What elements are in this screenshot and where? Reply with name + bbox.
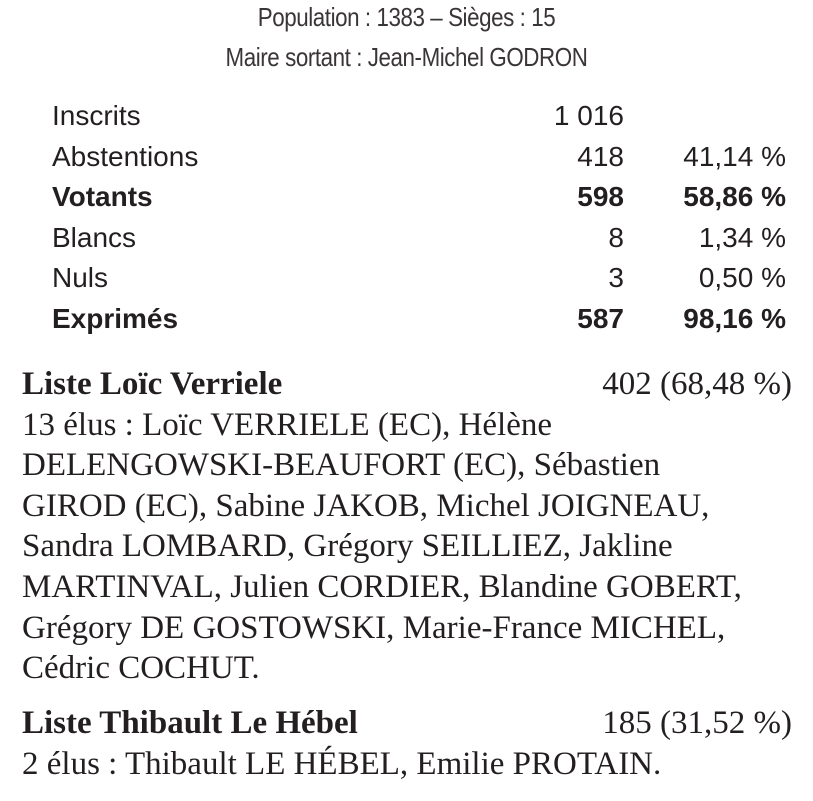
elected-line: MARTINVAL, Julien CORDIER, Blandine GOBERT, [22,568,742,605]
elected-line: Sandra LOMBARD, Grégory SEILLIEZ, Jakline [22,528,673,565]
population-seats-line: Population : 1383 – Sièges : 15 [257,2,556,32]
stat-label: Nuls [52,262,109,293]
outgoing-mayor-line: Maire sortant : Jean-Michel GODRON [225,42,588,72]
results-summary-table [52,96,792,339]
stat-label: Blancs [52,221,137,253]
list-result-le-hebel [22,703,792,784]
elected-line: Cédric COCHUT. [22,650,260,687]
stat-row-exprimes [52,299,792,340]
list-vote-result: 185 (31,52 %) [602,705,792,741]
elected-line: GIROD (EC), Sabine JAKOB, Michel JOIGNEAU, [22,487,710,524]
list-name: Liste Thibault Le Hébel [22,705,358,741]
stat-row-abstentions [52,137,792,178]
stat-row-votants [52,177,792,218]
stat-count: 3 [608,262,624,293]
list-result-verriele [22,364,792,689]
stat-count: 8 [608,221,624,253]
stat-count: 587 [577,302,624,334]
stat-percent: 0,50 % [698,262,786,293]
list-header [22,364,792,405]
elected-members-text [22,744,792,785]
elected-line: DELENGOWSKI-BEAUFORT (EC), Sébastien [22,447,661,484]
stat-percent: 1,34 % [698,221,786,253]
elected-members-text [22,405,792,689]
elected-line: 2 élus : Thibault LE HÉBEL, Emilie PROTAIN. [22,745,662,782]
stat-label: Inscrits [52,100,141,131]
list-header [22,703,792,744]
stat-row-nuls [52,258,792,299]
stat-row-inscrits [52,96,792,137]
stat-percent: 98,16 % [683,302,786,334]
elected-line: 13 élus : Loïc VERRIELE (EC), Hélène [22,406,553,443]
stat-percent: 58,86 % [683,181,786,212]
stat-count: 418 [577,140,624,172]
list-name: Liste Loïc Verriele [22,366,283,402]
stat-count: 1 016 [553,100,624,131]
stat-label: Exprimés [52,302,179,334]
stat-row-blancs [52,218,792,259]
stat-label: Abstentions [52,140,199,172]
list-vote-result: 402 (68,48 %) [602,366,792,402]
stat-count: 598 [577,181,624,212]
stat-label: Votants [52,181,153,212]
elected-line: Grégory DE GOSTOWSKI, Marie-France MICHEL, [22,609,726,646]
stat-percent: 41,14 % [683,140,786,172]
